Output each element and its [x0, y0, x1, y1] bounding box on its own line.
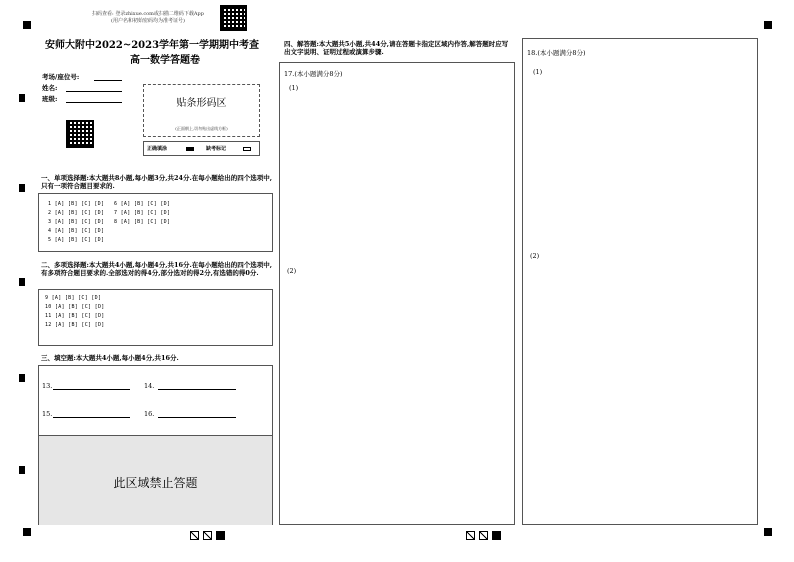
q18-part1-label: (1) [533, 68, 543, 76]
section3-answer-box [38, 365, 273, 525]
registration-mark [19, 278, 25, 286]
option-row[interactable]: 8 [A] [B] [C] [D] [114, 219, 171, 225]
registration-mark [19, 374, 25, 382]
registration-mark [23, 21, 31, 29]
q13-answer-line[interactable] [53, 389, 130, 390]
absent-mark-box[interactable] [243, 147, 251, 151]
page-mark-hatched [203, 531, 212, 540]
section1-title: 一、单项选择题:本大题共8小题,每小题3分,共24分.在每小题给出的四个选项中,只有一项符合题目要求的. [41, 174, 273, 190]
page-subtitle: 高一数学答题卷 [130, 55, 200, 66]
q16-label: 16. [144, 410, 155, 418]
barcode-note: (正面朝上,切勿贴出虚线方框) [175, 126, 228, 131]
page-mark-hatched [479, 531, 488, 540]
seat-field[interactable] [94, 80, 122, 81]
registration-mark [764, 21, 772, 29]
barcode-area [143, 84, 260, 137]
registration-mark [19, 94, 25, 102]
section2-answer-box [38, 289, 273, 346]
option-row[interactable]: 11 [A] [B] [C] [D] [45, 313, 105, 319]
correct-fill-sample [186, 147, 194, 151]
correct-fill-label: 正确填涂 [147, 146, 168, 152]
q17-answer-box[interactable] [279, 62, 515, 525]
page-title: 安师大附中2022~2023学年第一学期期中考查 [45, 40, 260, 51]
option-row[interactable]: 2 [A] [B] [C] [D] [48, 210, 105, 216]
page-mark-solid [492, 531, 501, 540]
option-row[interactable]: 3 [A] [B] [C] [D] [48, 219, 105, 225]
option-row[interactable]: 7 [A] [B] [C] [D] [114, 210, 171, 216]
seat-label: 考场/座位号: [42, 73, 80, 81]
q17-part1-label: (1) [289, 84, 299, 92]
q18-answer-box[interactable] [522, 38, 758, 525]
option-row[interactable]: 9 [A] [B] [C] [D] [45, 295, 102, 301]
option-row[interactable]: 4 [A] [B] [C] [D] [48, 228, 105, 234]
option-row[interactable]: 5 [A] [B] [C] [D] [48, 237, 105, 243]
q17-part2-label: (2) [287, 267, 297, 275]
absent-mark-label: 缺考标记 [206, 146, 227, 152]
page-mark-hatched [466, 531, 475, 540]
barcode-title: 贴条形码区 [176, 98, 227, 109]
option-row[interactable]: 12 [A] [B] [C] [D] [45, 322, 105, 328]
option-row[interactable]: 1 [A] [B] [C] [D] [48, 201, 105, 207]
option-row[interactable]: 10 [A] [B] [C] [D] [45, 304, 105, 310]
student-qr-code [66, 120, 94, 148]
forbidden-area [39, 435, 272, 525]
notice-line2: (用户名和初始密码均为准考证号) [111, 18, 185, 24]
registration-mark [764, 528, 772, 536]
class-field[interactable] [66, 102, 122, 103]
q13-label: 13. [42, 382, 53, 390]
q14-answer-line[interactable] [158, 389, 236, 390]
q17-label: 17.(本小题满分8分) [284, 70, 343, 78]
notice-line1: 扫码查看: 登录zhixue.com或扫描二维码下载App [92, 11, 204, 17]
q18-label: 18.(本小题满分8分) [527, 49, 586, 57]
q18-part2-label: (2) [530, 252, 540, 260]
forbidden-text: 此区域禁止答题 [113, 476, 198, 490]
registration-mark [23, 528, 31, 536]
q14-label: 14. [144, 382, 155, 390]
q15-answer-line[interactable] [53, 417, 130, 418]
class-label: 班级: [42, 95, 58, 103]
name-label: 姓名: [42, 84, 58, 92]
registration-mark [19, 184, 25, 192]
section4-title: 四、解答题:本大题共5小题,共44分,请在答题卡指定区域内作答,解答题时应写出文字说明、证明过程或演算步骤. [284, 40, 509, 56]
q16-answer-line[interactable] [158, 417, 236, 418]
header-notice [78, 11, 218, 25]
q15-label: 15. [42, 410, 53, 418]
section3-title: 三、填空题:本大题共4小题,每小题4分,共16分. [41, 354, 179, 362]
section1-answer-box [38, 193, 273, 252]
fill-example-box [143, 141, 260, 156]
option-row[interactable]: 6 [A] [B] [C] [D] [114, 201, 171, 207]
page-mark-hatched [190, 531, 199, 540]
name-field[interactable] [66, 91, 122, 92]
section2-title: 二、多项选择题:本大题共4小题,每小题4分,共16分.在每小题给出的四个选项中,有多项符合题目要求的.全部选对的得4分,部分选对的得2分,有选错的得0分. [41, 261, 273, 277]
registration-mark [19, 466, 25, 474]
page-mark-solid [216, 531, 225, 540]
header-qr-code [220, 5, 247, 31]
